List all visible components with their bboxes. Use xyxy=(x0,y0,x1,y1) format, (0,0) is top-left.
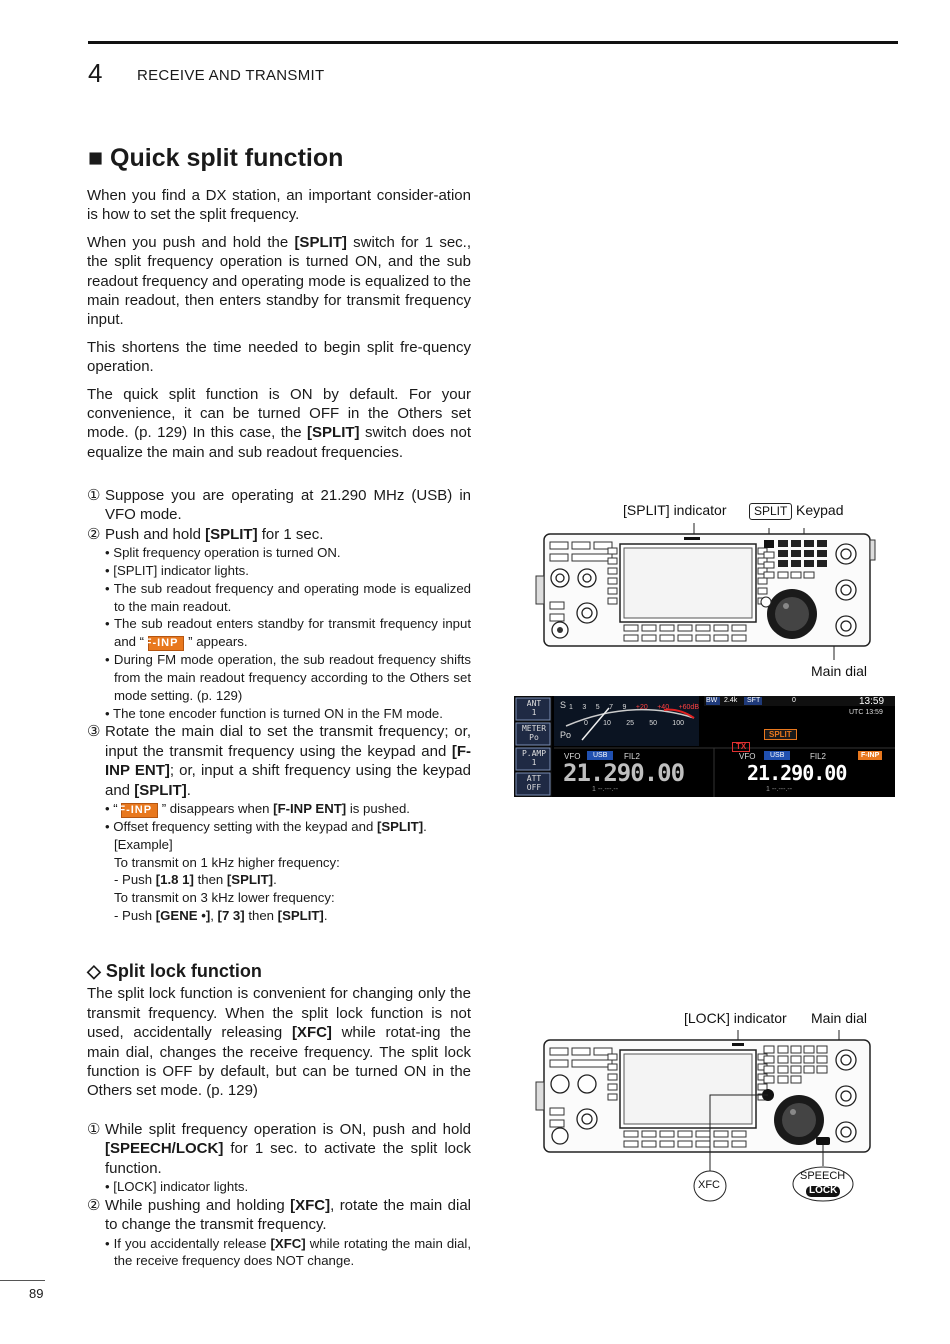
f-inp-badge: F-INP xyxy=(148,636,185,651)
mic-jack xyxy=(557,627,563,633)
lock-step-1: ① While split frequency operation is ON, push and hold [SPEECH/LOCK] for 1 sec. to activate the split lock function. xyxy=(87,1120,471,1177)
sub-vfo: VFO xyxy=(739,752,756,761)
page-number: 89 xyxy=(29,1286,44,1301)
handle-left xyxy=(536,1082,544,1110)
bw-label: BW xyxy=(706,697,718,704)
f-inp-badge: F-INP xyxy=(121,803,158,818)
meter-tick: 3 xyxy=(582,704,587,711)
step-2-bullet: • [SPLIT] indicator lights. xyxy=(105,563,249,579)
split-indicator-led xyxy=(684,537,700,540)
step-3-bullet: • “ F-INP ” disappears when [F-INP ENT] is pushed. xyxy=(105,801,410,817)
ant-label: ANT xyxy=(526,699,542,708)
section-title: ■ Quick split function xyxy=(88,144,344,172)
meter-tick: 9 xyxy=(622,704,627,711)
sft-label: SFT xyxy=(747,697,761,704)
speech-label: SPEECH xyxy=(800,1170,846,1182)
split-badge: SPLIT xyxy=(764,729,797,740)
meter-value: Po xyxy=(529,733,539,742)
speech-lock-button xyxy=(816,1137,830,1145)
att-label: ATT xyxy=(526,774,542,783)
chapter-title: RECEIVE AND TRANSMIT xyxy=(137,67,325,84)
meter-tick: +60dB xyxy=(678,704,699,711)
step-2: ② Push and hold [SPLIT] for 1 sec. xyxy=(87,525,324,543)
radio-front-panel-figure xyxy=(534,518,879,660)
clock: 13:59 xyxy=(859,696,885,707)
intro-p3: This shortens the time needed to begin split fre-quency operation. xyxy=(87,338,471,376)
step-2-bullet: • During FM mode operation, the sub readout frequency shifts from the main readout frequency according to the Others set mode setting. (p. 129) xyxy=(105,652,471,703)
main-rit: 1 --.---.-- xyxy=(592,786,619,793)
tx-badge: TX xyxy=(732,742,750,752)
lock-indicator-led xyxy=(732,1043,744,1046)
f-inp-display-badge: F-INP xyxy=(858,751,882,760)
lock-step-1-bullet: • [LOCK] indicator lights. xyxy=(105,1179,249,1195)
split-key xyxy=(764,540,774,548)
right-knobs xyxy=(836,544,856,636)
handle-right xyxy=(870,540,875,560)
intro-p4: The quick split function is ON by default. For your convenience, it can be turned OFF in the Others set mode. (p. 129) In this case, the [SPLIT] switch does not equalize the main and sub readout frequencies. xyxy=(87,385,471,461)
intro-p1: When you find a DX station, an important consider-ation is how to set the split frequency. xyxy=(87,187,471,224)
main-filter: FIL2 xyxy=(624,752,641,761)
main-dial-grip xyxy=(790,1109,796,1115)
sub-mode: USB xyxy=(764,751,790,760)
po-tick: 50 xyxy=(649,720,658,727)
sub-rit: 1 --.---.-- xyxy=(766,786,793,793)
step-2-bullet: • The sub readout frequency and operating mode is equalized to the main readout. xyxy=(105,580,471,614)
po-tick: 100 xyxy=(672,720,684,727)
lock-label: LOCK xyxy=(809,1185,838,1196)
intro-text xyxy=(87,186,471,462)
ant-value: 1 xyxy=(531,708,537,717)
handle-left xyxy=(536,576,544,604)
example-line: To transmit on 3 kHz lower frequency: xyxy=(114,890,335,906)
main-frequency: 21.290.00 xyxy=(563,759,685,787)
example-line: - Push [GENE •], [7 3] then [SPLIT]. xyxy=(114,908,328,923)
pamp-label: P.AMP xyxy=(521,749,547,758)
xfc-label: XFC xyxy=(698,1179,720,1191)
keypad-label: Keypad xyxy=(796,502,844,518)
main-vfo: VFO xyxy=(564,752,581,761)
right-knobs xyxy=(836,1050,856,1142)
intro-p2: When you push and hold the [SPLIT] switch for 1 sec., the split frequency operation is turned ON, and the sub readout frequency and operating mode is equalized to the main readout, then enters standby for transmit frequency input. xyxy=(87,233,472,329)
radio-display xyxy=(514,696,895,797)
lock-step-2: ② While pushing and holding [XFC], rotate the main dial to change the transmit frequency. xyxy=(87,1196,471,1234)
example-label: [Example] xyxy=(114,836,173,852)
meter-tick: +40 xyxy=(657,704,670,711)
bw-value: 2.4k xyxy=(724,697,738,704)
po-tick: 0 xyxy=(584,720,588,727)
pamp-value: 1 xyxy=(531,758,537,767)
main-dial-label: Main dial xyxy=(811,663,868,679)
po-tick: 25 xyxy=(626,720,634,727)
sub-frequency: 21.290.00 xyxy=(747,761,847,785)
meter-po-label: Po xyxy=(560,730,572,740)
main-dial-center xyxy=(775,597,809,631)
sft-value: 0 xyxy=(792,697,796,704)
split-lock-section xyxy=(87,962,471,1270)
meter-tick: 5 xyxy=(595,704,600,711)
step-1: ① Suppose you are operating at 21.290 MHz (USB) in VFO mode. xyxy=(87,487,471,524)
header-rule xyxy=(88,41,898,44)
main-dial-center xyxy=(782,1103,816,1137)
footer-rule xyxy=(0,1280,45,1281)
example-line: - Push [1.8 1] then [SPLIT]. xyxy=(114,872,277,888)
lock-step-2-bullet: • If you accidentally release [XFC] while rotating the main dial, the receive frequency does NOT change. xyxy=(105,1235,472,1269)
step-3-bullet: • Offset frequency setting with the keypad and [SPLIT]. xyxy=(105,819,427,835)
main-dial-label-2: Main dial xyxy=(811,1010,868,1026)
po-tick: 10 xyxy=(603,720,611,727)
step-2-bullet: • The sub readout enters standby for transmit frequency input and “ F-INP ” appears. xyxy=(105,616,471,650)
split-lock-p1: The split lock function is convenient for changing only the transmit frequency. When the split lock function is not used, accidentally releasing [XFC] while rotat-ing the main dial, changes the receive frequency. The split lock function is OFF by default, but can be turned ON in the Others set mode. (p. 129) xyxy=(87,985,471,1100)
example-line: To transmit on 1 kHz higher frequency: xyxy=(114,854,340,870)
utc-clock: UTC 13:59 xyxy=(849,709,883,716)
att-value: OFF xyxy=(526,783,542,792)
split-indicator-label: [SPLIT] indicator xyxy=(623,502,727,518)
meter-label: METER xyxy=(521,724,547,733)
step-3: ③ Rotate the main dial to set the transmit frequency; or, input the transmit frequency using the keypad and [F-INP ENT]; or, input a shift frequency using the keypad and [SPLIT]. xyxy=(87,723,471,799)
split-lock-title: ◇ Split lock function xyxy=(87,961,262,981)
step-2-bullet: • The tone encoder function is turned ON in the FM mode. xyxy=(105,705,443,721)
chapter-number: 4 xyxy=(88,58,103,88)
xfc-button xyxy=(761,597,771,607)
steps xyxy=(87,486,471,925)
lock-indicator-label: [LOCK] indicator xyxy=(684,1010,787,1026)
lcd-inner xyxy=(624,1054,752,1124)
sub-filter: FIL2 xyxy=(810,752,827,761)
split-key-label: SPLIT xyxy=(749,503,792,520)
main-mode: USB xyxy=(587,751,613,760)
meter-po-scale xyxy=(584,720,684,727)
lcd-inner xyxy=(624,548,752,618)
meter-s-label: S xyxy=(560,700,567,710)
meter-tick: 7 xyxy=(609,704,614,711)
meter-tick: +20 xyxy=(635,704,648,711)
meter-tick: 1 xyxy=(569,704,573,711)
meter-scale xyxy=(569,704,699,711)
main-dial-grip xyxy=(783,603,789,609)
step-2-bullet: • Split frequency operation is turned ON. xyxy=(105,545,341,561)
